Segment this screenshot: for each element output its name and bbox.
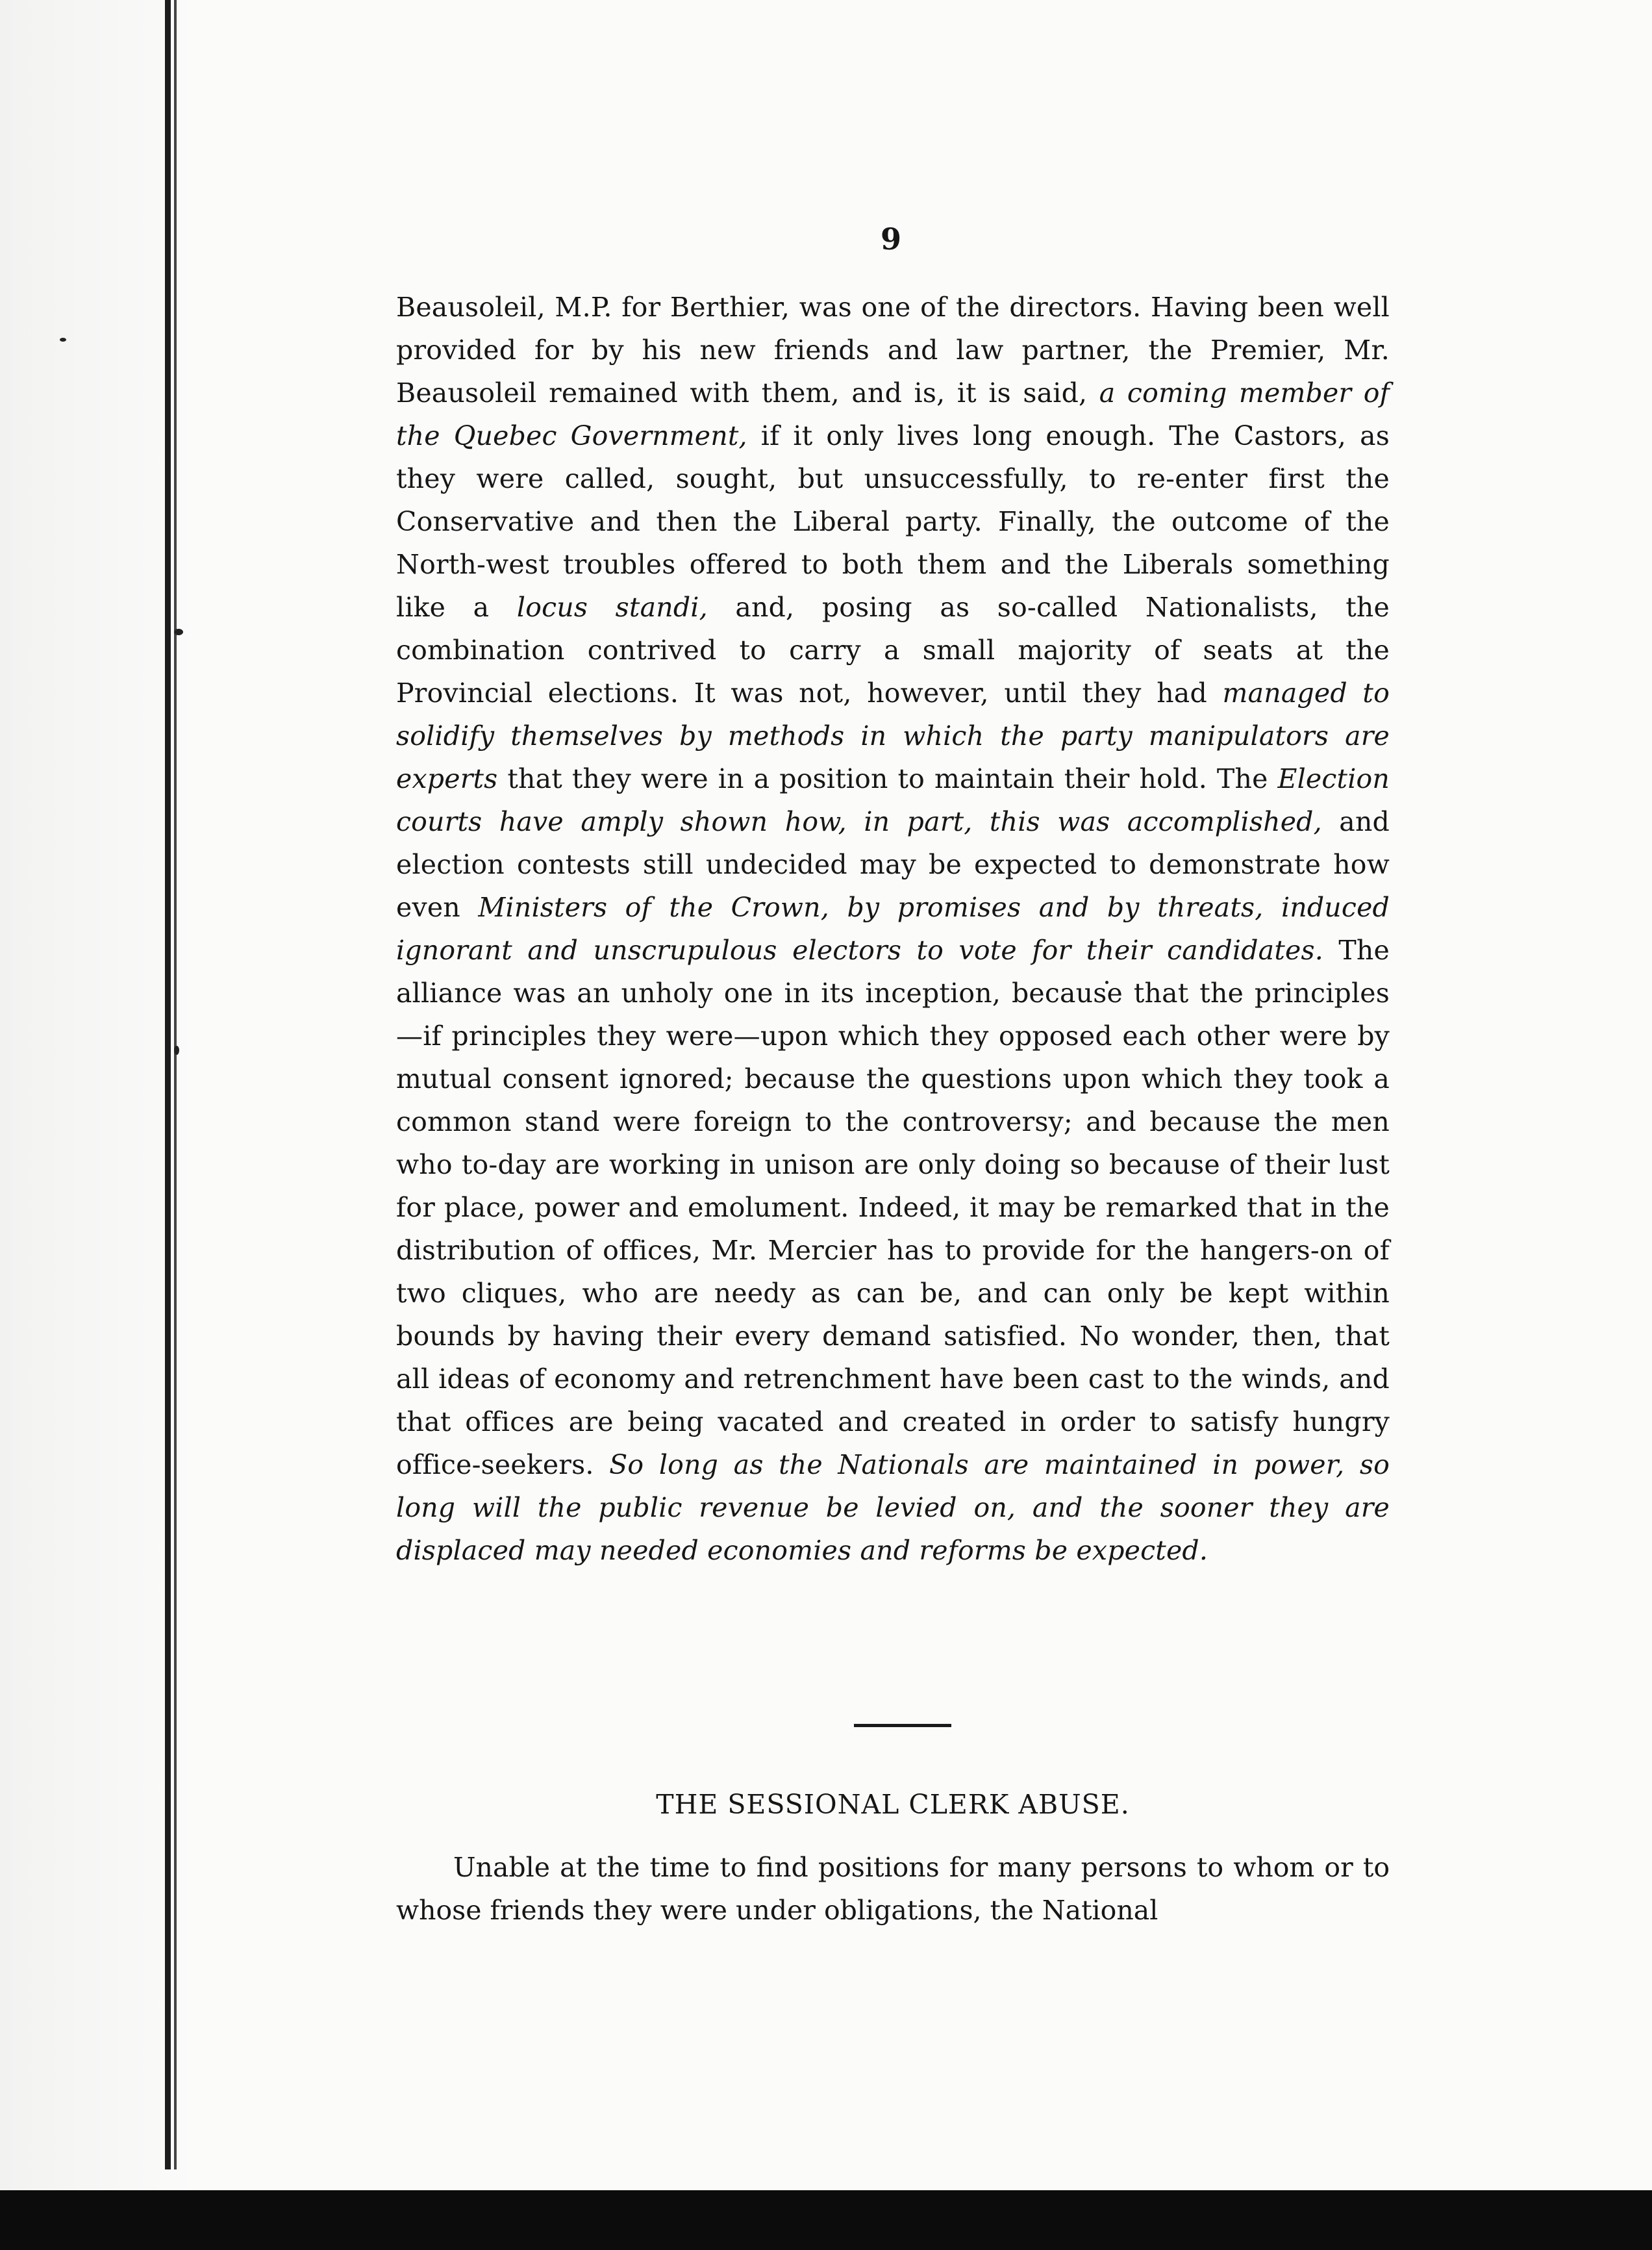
italic-text-run: managed to solidify themselves by methods in which the party manipulators are experts bbox=[396, 677, 1390, 794]
text-run: The alliance was an unholy one in its inception, because that the principles—if principles they were—upon which they opposed each other were by mutual consent ignored; because the questions upon which they took a common stand were foreign to the controversy; and because the men who to-day are working in unison are only doing so because of their lust for place, power and emolument. Indeed, it may be remarked that in the distribution of offices, Mr. Mercier has to provide for the hangers-on of two cliques, who are needy as can be, and can only be kept within bounds by having their every demand satisfied. No wonder, then, that all ideas of economy and retrenchment have been cast to the winds, and that offices are being vacated and created in order to satisfy hungry office-seekers. bbox=[396, 935, 1390, 1480]
text-run: and, posing as so-called Nationalists, the combination contrived to carr bbox=[396, 592, 1390, 666]
text-run: and election contests still undecided may be expected to demonstrate how even bbox=[396, 806, 1390, 923]
text-run: if it only lives long enough. The Castors, as they were called, sought, but unsuccessfully, to re-enter first the Conservative and then the Liberal party. Finally, the outcome of the North-west troubles offered to both them and the Liberals something like a bbox=[396, 420, 1390, 623]
scan-speck bbox=[174, 1046, 179, 1055]
page-number: 9 bbox=[880, 221, 901, 257]
section-divider bbox=[854, 1724, 951, 1727]
binding-edge bbox=[165, 0, 171, 2169]
section-heading: THE SESSIONAL CLERK ABUSE. bbox=[656, 1789, 1130, 1820]
italic-text-run: a coming member of the Quebec Government, bbox=[396, 377, 1390, 451]
text-run: t, bbox=[832, 677, 852, 709]
scan-bottom-edge bbox=[0, 2190, 1652, 2250]
scan-speck bbox=[174, 629, 183, 635]
text-run: that they were in a position to maintain their hold. The bbox=[497, 763, 1278, 794]
italic-text-run: So long as the Nationals are maintained in power, so long will the public revenue be levied on, and the sooner they are displaced may needed economies and reforms be expected. bbox=[396, 1449, 1390, 1566]
italic-text-run: locus standi, bbox=[516, 592, 708, 623]
binding-edge-inner bbox=[174, 0, 177, 2169]
italic-text-run: Election courts have amply shown how, in part, this was accomplished, bbox=[396, 763, 1390, 837]
text-run: y bbox=[845, 635, 861, 666]
body-paragraph bbox=[396, 286, 1390, 1572]
scan-speck bbox=[60, 338, 66, 342]
text-run: Beausoleil, M.P. for Berthier, was one of the directors. Having been well provided for by his new friends and law partner, the Premier, Mr. Beausoleil remained with them, and is, it is said, bbox=[396, 292, 1390, 409]
text-run: however, until they had bbox=[851, 677, 1223, 709]
text-run: a small majority of seats at the Provincial elections. It was no bbox=[396, 635, 1390, 709]
section-paragraph: Unable at the time to find positions for many persons to whom or to whose friends they were under obligations, the National bbox=[396, 1852, 1390, 1926]
italic-text-run: Ministers of the Crown, by promises and by threats, induced ignorant and unscrupulous electors to vote for their candidates. bbox=[396, 892, 1390, 966]
